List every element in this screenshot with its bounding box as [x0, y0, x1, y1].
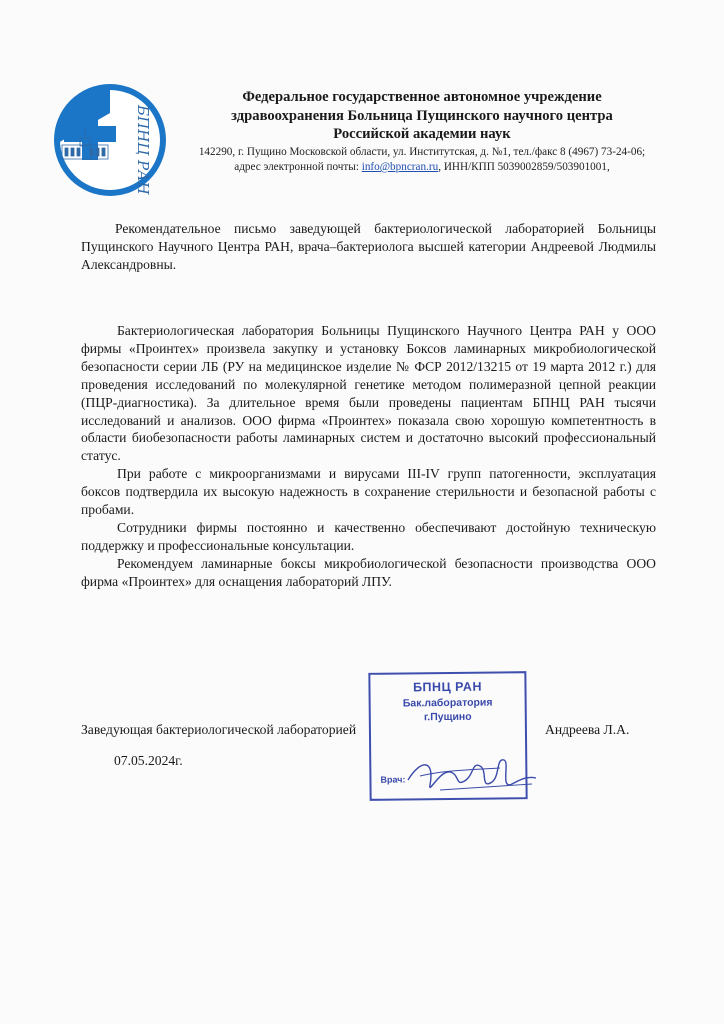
logo-text: БПНЦ РАН [134, 105, 152, 195]
org-title-line-1: Федеральное государственное автономное учреждение [242, 89, 602, 105]
address-line: 142290, г. Пущино Московской области, ул. Институтская, д. №1, тел./факс 8 (4967) 73-24-06; [198, 146, 646, 158]
stamp-line-1: БПНЦ РАН [412, 679, 483, 695]
inn-kpp: , ИНН/КПП 5039002859/503901001, [438, 161, 610, 173]
paragraph-4: Рекомендуем ламинарные боксы микробиологической безопасности производства ООО фирма «Проинтех» для оснащения лабораторий ЛПУ. [81, 555, 656, 589]
org-title-line-3: Российской академии наук [333, 126, 511, 142]
letter-intro: Рекомендательное письмо заведующей бактериологической лабораторией Больницы Пущинского Научного Центра РАН, врача–бактериолога высшей категории Андреевой Людмилы Александровны. [81, 221, 656, 272]
handwritten-signature [400, 740, 540, 800]
signer-name: Андреева Л.А. [545, 722, 630, 737]
paragraph-3: Сотрудники фирмы постоянно и качественно обеспечивают достойную техническую поддержку и профессиональные консультации. [81, 519, 656, 553]
letter-body [81, 322, 656, 591]
signer-title: Заведующая бактериологической лабораторией [81, 722, 357, 737]
stamp-line-2: Бак.лаборатория [402, 696, 493, 710]
paragraph-2: При работе с микроорганизмами и вирусами III-IV групп патогенности, эксплуатация боксов подтвердила их высокую надежность в сохранение стерильности и безопасной работы с пробами. [81, 466, 656, 518]
paragraph-1: Бактериологическая лаборатория Больницы Пущинского Научного Центра РАН у ООО фирмы «Проинтех» произвела закупку и установку Боксов ламинарных микробиологической безопасности серии ЛБ (РУ на медицинское изделие № ФСР 2012/13215 от 19 марта 2012 г.) для проведения исследований по молекулярной генетике методом полимеразной цепной реакции (ПЦР-диагностика). За длительное время были проведены пациентам БПНЦ РАН тысячи исследований и анализов. ООО фирма «Проинтех» показала свою хорошую компетентность в области биобезопасности работы ламинарных систем и достаточно высокий профессиональный статус. [81, 323, 656, 464]
email-line [172, 160, 672, 175]
org-title-line-2: здравоохранения Больница Пущинского научного центра [231, 107, 613, 124]
email-prefix: адрес электронной почты: [234, 161, 362, 173]
stamp-line-3: г.Пущино [423, 710, 472, 724]
stamp-line-4: Врач: [380, 774, 406, 785]
organization-title [172, 88, 672, 144]
organization-contacts [172, 145, 672, 175]
hospital-logo [50, 83, 170, 197]
email-link[interactable]: info@bpncran.ru [361, 161, 439, 173]
letter-date: 07.05.2024г. [114, 753, 183, 768]
